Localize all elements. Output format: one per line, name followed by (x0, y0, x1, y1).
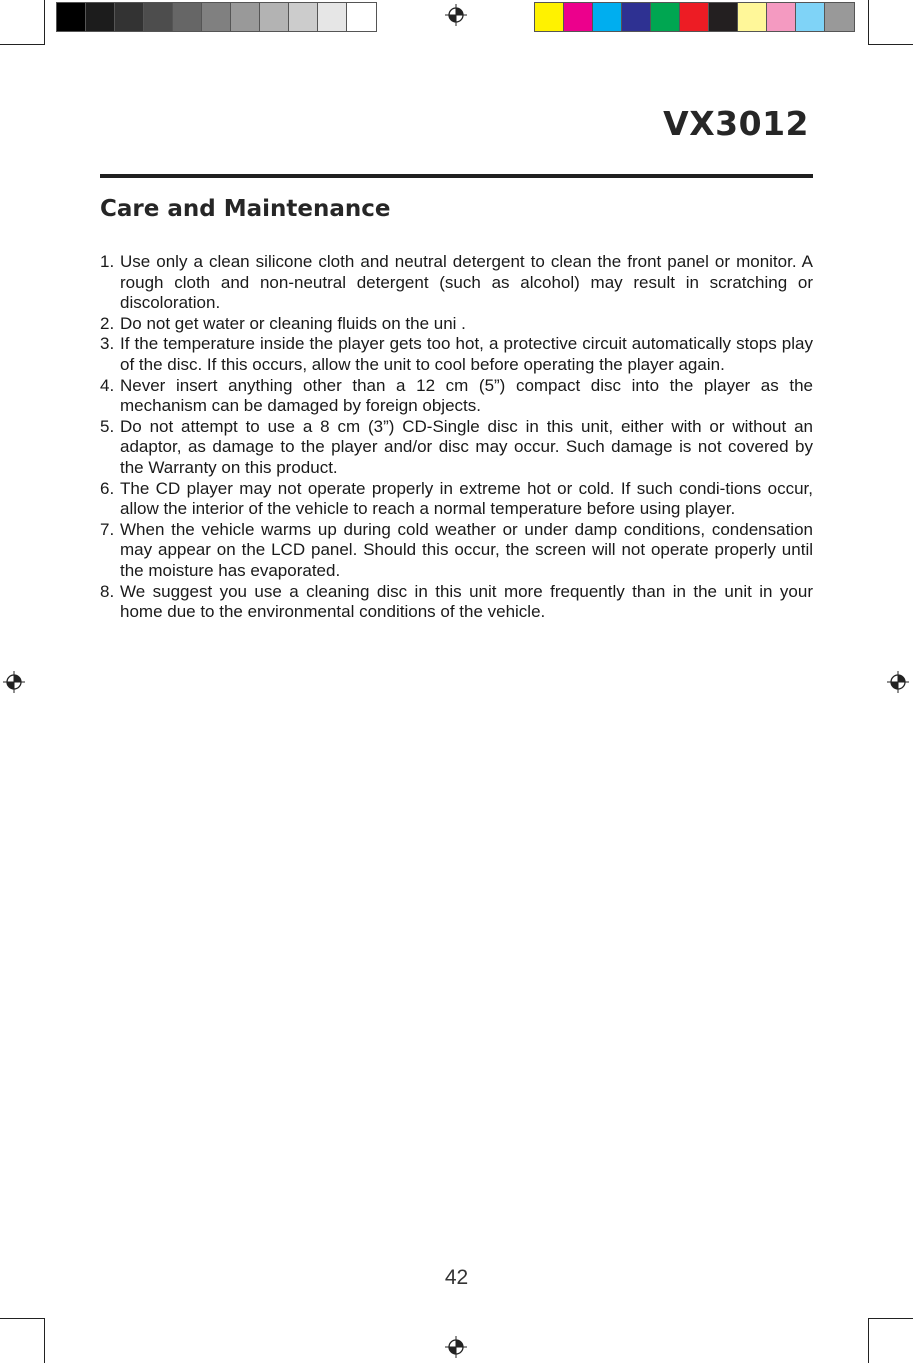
list-item-number: 6. (100, 478, 115, 498)
maintenance-list (100, 252, 813, 623)
list-item (100, 252, 813, 314)
list-item-number: 2. (100, 313, 115, 333)
color-swatch (709, 3, 738, 31)
color-swatch (622, 3, 651, 31)
list-item (100, 520, 813, 582)
registration-mark-icon (3, 671, 25, 693)
color-swatch (231, 3, 260, 31)
model-number: VX3012 (663, 104, 809, 143)
crop-mark (0, 1318, 45, 1319)
color-calibration-bar (534, 2, 855, 32)
color-swatch (289, 3, 318, 31)
list-item-number: 5. (100, 416, 115, 436)
list-item-text: We suggest you use a cleaning disc in this unit more frequently than in the unit in your home due to the environmental conditions of the vehicle. (120, 581, 813, 622)
registration-mark-icon (445, 4, 467, 26)
color-swatch (57, 3, 86, 31)
crop-mark (0, 44, 45, 45)
color-swatch (535, 3, 564, 31)
registration-mark-icon (445, 1336, 467, 1358)
list-item (100, 314, 813, 335)
list-item-number: 4. (100, 375, 115, 395)
list-item (100, 479, 813, 520)
gray-calibration-bar (56, 2, 377, 32)
list-item (100, 376, 813, 417)
color-swatch (825, 3, 854, 31)
list-item-number: 8. (100, 581, 115, 601)
color-swatch (260, 3, 289, 31)
color-swatch (564, 3, 593, 31)
color-swatch (796, 3, 825, 31)
list-item-text: Do not get water or cleaning fluids on the uni . (120, 313, 466, 333)
list-item-text: If the temperature inside the player gets too hot, a protective circuit automatically stops play of the disc. If this occurs, allow the unit to cool before operating the player again. (120, 334, 813, 374)
crop-mark (44, 0, 45, 45)
registration-mark-icon (887, 671, 909, 693)
color-swatch (593, 3, 622, 31)
list-item-text: Use only a clean silicone cloth and neutral detergent to clean the front panel or monitor. A rough cloth and non-neutral detergent (such as alcohol) may result in scratching or discoloration. (120, 252, 813, 313)
list-item-text: Never insert anything other than a 12 cm (5”) compact disc into the player as the mechanism can be damaged by foreign objects. (120, 375, 813, 416)
list-item (100, 334, 813, 375)
color-swatch (173, 3, 202, 31)
list-item-text: Do not attempt to use a 8 cm (3”) CD-Single disc in this unit, either with or without an adaptor, as damage to the player and/or disc may occur. Such damage is not covered by the Warranty on this product. (120, 416, 813, 477)
color-swatch (347, 3, 376, 31)
crop-mark (868, 1318, 869, 1363)
color-swatch (738, 3, 767, 31)
color-swatch (86, 3, 115, 31)
section-title: Care and Maintenance (100, 196, 391, 222)
crop-mark (868, 44, 913, 45)
color-swatch (651, 3, 680, 31)
list-item-number: 7. (100, 519, 115, 539)
color-swatch (767, 3, 796, 31)
list-item-number: 1. (100, 252, 115, 271)
color-swatch (115, 3, 144, 31)
page-number: 42 (444, 1266, 469, 1289)
list-item-text: The CD player may not operate properly in extreme hot or cold. If such condi-tions occur, allow the interior of the vehicle to reach a normal temperature before using player. (120, 478, 813, 519)
crop-mark (868, 0, 869, 45)
color-swatch (680, 3, 709, 31)
color-swatch (318, 3, 347, 31)
list-item (100, 417, 813, 479)
color-swatch (202, 3, 231, 31)
crop-mark (44, 1318, 45, 1363)
list-item (100, 582, 813, 623)
list-item-text: When the vehicle warms up during cold weather or under damp conditions, condensation may appear on the LCD panel. Should this occur, the screen will not operate properly until the moisture has evaporated. (120, 519, 813, 580)
color-swatch (144, 3, 173, 31)
header-rule (100, 174, 813, 178)
crop-mark (868, 1318, 913, 1319)
list-item-number: 3. (100, 334, 115, 354)
